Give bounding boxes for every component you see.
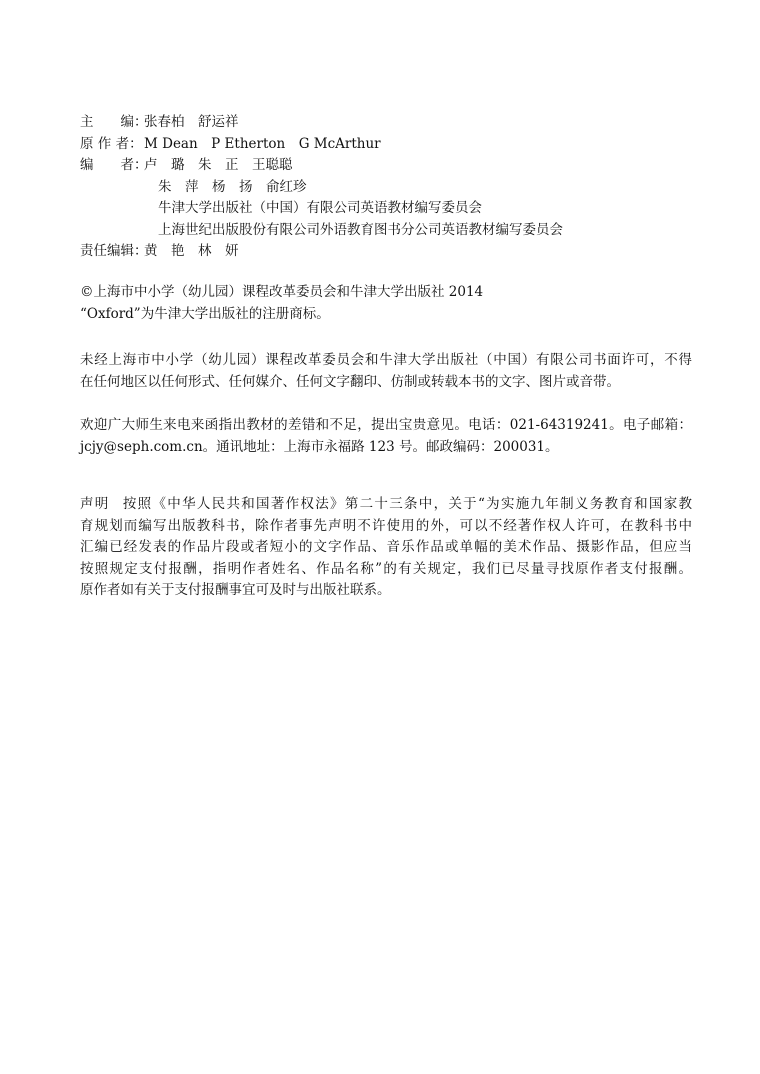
- credit-authors-line: 上海世纪出版股份有限公司外语教育图书分公司英语教材编写委员会: [158, 221, 563, 238]
- rights-notice: [80, 350, 692, 393]
- rights-line: 未经上海市中小学（幼儿园）课程改革委员会和牛津大学出版社（中国）有限公司书面许可，不得: [80, 352, 692, 368]
- trademark-line: “Oxford”为牛津大学出版社的注册商标。: [80, 305, 330, 322]
- rights-line: 在任何地区以任何形式、任何媒介、任何文字翻印、仿制或转载本书的文字、图片或音带。: [80, 373, 620, 390]
- statement-line: 汇编已经发表的作品片段或者短小的文字作品、音乐作品或单幅的美术作品、摄影作品，但应当: [80, 539, 692, 555]
- contact-line: 欢迎广大师生来电来函指出教材的差错和不足，提出宝贵意见。电话：021-64319241。电子邮箱：: [80, 417, 692, 433]
- credit-editor-in-chief: [80, 112, 700, 134]
- statement-line: [80, 494, 692, 516]
- credit-authors: [80, 155, 700, 177]
- credit-authors-line: 牛津大学出版社（中国）有限公司英语教材编写委员会: [158, 200, 482, 216]
- credit-authors-line: 朱 萍 杨 扬 俞红珍: [158, 178, 307, 195]
- contact-line: jcjy@seph.com.cn。通讯地址：上海市永福路 123 号。邮政编码：200031。: [80, 438, 559, 455]
- copyright-line: ©上海市中小学（幼儿园）课程改革委员会和牛津大学出版社 2014: [80, 284, 484, 300]
- statement-line: 育规划而编写出版教科书，除作者事先声明不许使用的外，可以不经著作权人许可，在教科书中: [80, 517, 692, 534]
- credit-label: 主 编：: [80, 114, 148, 130]
- credit-label: 责任编辑：: [80, 243, 148, 259]
- credit-value: 张春柏 舒运祥: [144, 114, 239, 130]
- credit-value: 卢 璐 朱 正 王聪聪: [144, 157, 293, 173]
- contact-notice: [80, 415, 692, 458]
- credit-label: 编 者：: [80, 157, 148, 173]
- statement-line: 按照规定支付报酬，指明作者姓名、作品名称”的有关规定，我们已尽量寻找原作者支付报酬。: [80, 560, 692, 577]
- statement-notice: [80, 494, 692, 602]
- credit-value: 黄 艳 林 妍: [144, 243, 239, 259]
- copyright-notice: [80, 282, 692, 325]
- credits-block: [80, 112, 700, 263]
- credit-value: M Dean P Etherton G McArthur: [144, 135, 381, 152]
- statement-text: 按照《中华人民共和国著作权法》第二十三条中，关于“为实施九年制义务教育和国家教: [121, 496, 692, 512]
- credit-label: 原 作 者：: [80, 135, 143, 152]
- credit-original-authors: [80, 134, 700, 156]
- credit-responsible-editors: [80, 241, 700, 263]
- statement-line: 原作者如有关于支付报酬事宜可及时与出版社联系。: [80, 582, 391, 598]
- statement-title: 声明: [80, 496, 110, 512]
